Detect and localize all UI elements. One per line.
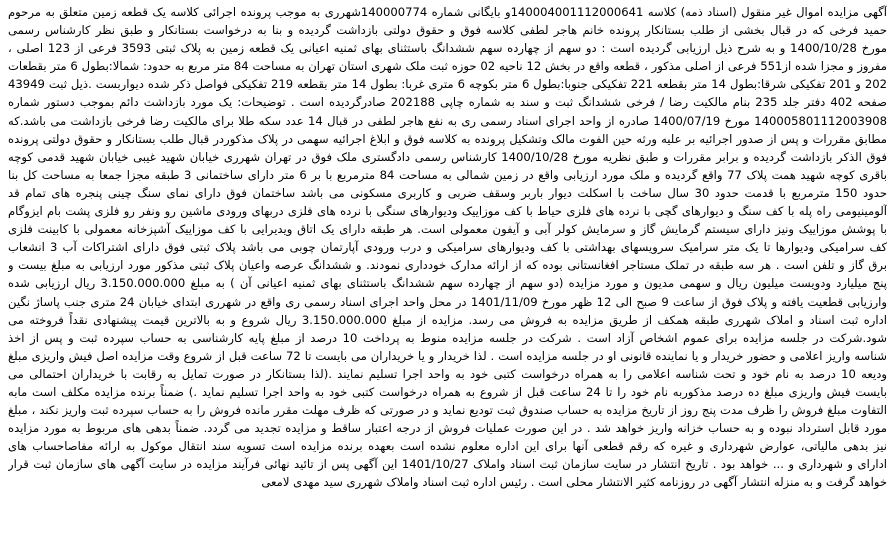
notice-line: ادارای و شهرداری و ... خواهد بود . تاریخ انتشار در سایت سازمان ثبت اسناد واملاک 1401/10/27 این آگهی پس از تائید نهائی فرآیند مزایده در سایت آگهی های سازمان ثبت قرار xyxy=(8,457,887,472)
notice-line: با پوشش موزاییک ونیز دارای سیستم گرمایش گاز و سرمایش کولر آبی و آیفون معمولی است. هر طبقه دارای یک اتاق ویدیرایی با کف موزاییک آشپزخانه معمولی با کابینت فلزی xyxy=(8,222,887,237)
notice-line: پنج میلیارد ودویست میلیون ریال و سهمی مدیون و مورد مزایده (دو سهم از چهارده سهم ششدانگ باستثنای بهای ثمنیه اعیانی آن ) به مبلغ 3.150.000.000 ریال ارزیابی شده xyxy=(8,276,887,291)
notice-line: التفاوت مبلغ فروش را ظرف مدت پنج روز از تاریخ مزایده به حساب صندوق ثبت تودیع نماید و در صورتی که ظرف مهلت مقرر مانده فروش را به حساب سپرده ثبت واریز نکند ، مبلغ xyxy=(8,403,887,418)
notice-line: مورد قابل استرداد نبوده و به حساب خزانه واریز خواهد شد . در این صورت عملیات فروش از درجه اعتبار ساقط و مزایده تجدید می گردد. ضمناً بدهی های مربوط به مورد مزایده xyxy=(8,421,887,436)
notice-line: فوق الذکر بازداشت گردیده و برابر مقررات و طبق نظریه مورخ 1400/10/28 کارشناس رسمی دادگستری ملک فوق در تهران شهرری خیابان شهید غیبی خیابان شهید قدمی کوچه xyxy=(8,149,887,164)
notice-line: کف سرامیکی ودیوارها تا یک متر سرامیک سرویسهای بهداشتی با کف ودیوارهای سرامیکی و درب ورودی آپارتمان چوبی می باشد پلاک ثبتی فوق دارای اشتراکات آب 3 انشعاب xyxy=(8,240,887,255)
notice-line: باقری کوچه شهید همت پلاک 77 واقع گردیده و ملک مورد ارزیابی واقع در زمین شمالی به مساحت 84 مترمربع با بر 6 متر دارای ساختمانی 3 طبقه مجزا جمعا به مساحت کل بنا xyxy=(8,167,887,182)
notice-line: شناسه واریز اعلامی و حضور خریدار و یا نماینده قانونی او در جلسه مزایده است . لذا خریدار و یا خریداران می بایست تا 72 ساعت قبل از شروع وقت مزایده اصل فیش واریزی مبلغ xyxy=(8,348,887,363)
notice-line: 202 و 201 تفکیکی شرقا:بطول 14 متر بقطعه 221 تفکیکی جنوبا:بطول 6 متر بکوچه 6 متری غربا: بطول 14 متر بقطعه 219 تفکیکی فواصل ذکر شده دیواربست .ذیل ثبت 43949 xyxy=(8,77,887,92)
notice-line: صفحه 402 دفتر جلد 235 بنام مالکیت رضا / فرخی ششدانگ ثبت و سند به شماره چاپی 202188 صادرگردیده است . توضیحات: یک مورد بازداشت دائم بموجب دستور شماره xyxy=(8,95,887,110)
notice-line: 140005801112003908 مورخ 1400/07/19 صادره از واحد اجرای اسناد رسمی ری به نفع هاجر لطفی در قبال 14 عدد سکه طلا برای مالکیت رضا فرخی بازداشت می باشد.که xyxy=(8,113,887,128)
notice-line: ودیعه 10 درصد به نام خود و تحت شناسه اعلامی را به همراه درخواست کتبی خود به واحد اجرا تسلیم نمایند .(لذا بستانکار در صورت تمایل به رقابت با خریداران احتمالی می xyxy=(8,366,887,381)
notice-line: حمید فرخی که در قبال بخشی از طلب بستانکار پرونده خانم هاجر لطفی کلاسه فوق و حقوق دولتی بازداشت گردیده و بنا به درخواست بستانکار و طبق نظر کارشناس رسمی xyxy=(8,23,887,38)
notice-line: مفروز و مجزا شده از551 فرعی از اصلی مذکور ، قطعه واقع در بخش 12 ناحیه 02 حوزه ثبت ملک شهری استان تهران به مساحت 84 متر مربع به حدود: شمالا:بطول 6 متر بقطعات xyxy=(8,59,887,74)
notice-line: نیز بدهی مالیاتی، عوارض شهرداری و غیره که رقم قطعی آنها برای این اداره معلوم نشده است بعهده برنده مزایده است تسویه سند انتقال موکول به ارائه مفاصاحساب های xyxy=(8,439,887,454)
notice-line-last: خواهد گرفت و به منزله انتشار آگهی در روزنامه کثیر الانتشار محلی است . رئیس اداره ثبت اسناد واملاک شهرری سید مهدی لامعی xyxy=(261,475,887,490)
notice-line: آگهی مزایده اموال غیر منقول (اسناد ذمه) کلاسه 140004001112000641و بایگانی شماره 140000774شهرری به موجب پرونده اجرائی کلاسه یک قطعه زمین متعلق به مرحوم xyxy=(8,5,887,19)
notice-line: بایست فیش واریزی مبلغ ده درصد مذکوربه نام خود را تا 24 ساعت قبل از شروع به همراه درخواست کتبی خود به واحد اجرا تسلیم نماید .) ضمناً برنده مزایده مکلف است مابه xyxy=(8,384,887,399)
notice-line: وارزیابی قطعیت یافته و پلاک فوق از ساعت 9 صبح الی 12 ظهر مورخ 1401/11/09 در محل واحد اجرای اسناد رسمی ری واقع در شهرری ابتدای خیابان 24 متری جنب پاساژ نگین xyxy=(8,294,887,309)
notice-line: برق گاز و تلفن است . هر سه طبقه در تملک مستاجر افغانستانی بوده که از ارائه مدارک خودداری نمودند. و ششدانگ عرصه واعیان پلاک ثبتی مذکور مورد ارزیابی به مبلغ بیست و xyxy=(8,258,887,273)
notice-line: حدود 150 مترمربع با قدمت حدود 30 سال ساخت با اسکلت دیوار باربر وسقف ضربی و کاربری مسکونی می باشد ساختمان فوق دارای نمای سنگ چینی پنجره های تمام قد xyxy=(8,185,887,200)
notice-line: آلومینیومی راه پله با کف سنگ و دیوارهای گچی با نرده های فلزی حیاط با کف موزاییک ودیوارهای سنگی با نرده های فلزی دربهای ورودی ماشین رو ونفر رو فلزی پشت بام ایزوگام xyxy=(8,204,887,219)
notice-line: مورخ 1400/10/28 و به شرح ذیل ارزیابی گردیده است : دو سهم از چهارده سهم ششدانگ باستثنای بهای ثمنیه اعیانی یک قطعه زمین به پلاک ثبتی 3593 فرعی از 123 اصلی ، xyxy=(8,41,887,56)
notice-line: اداره ثبت اسناد و املاک شهرری طبقه همکف از طریق مزایده به فروش می رسد. مزایده از مبلغ 3.150.000.000 ریال شروع و به بالاترین قیمت پیشنهادی نقداً فروخته می xyxy=(8,312,887,327)
notice-line: شود.شرکت در جلسه مزایده برای عموم اشخاص آزاد است . شرکت در جلسه مزایده منوط به پرداخت 10 درصد از مبلغ پایه کارشناسی به حساب سپرده ثبت و پس از اخذ xyxy=(8,330,887,345)
notice-line: مطابق مقررات و پس از صدور اجرائیه بر علیه ورثه حین الفوت مالک وتشکیل پرونده به کلاسه فوق و ابلاغ اجرائیه سهمی در پلاک مذکوردر قبال طلب بستانکار و حقوق دولتی پرونده xyxy=(8,131,887,146)
